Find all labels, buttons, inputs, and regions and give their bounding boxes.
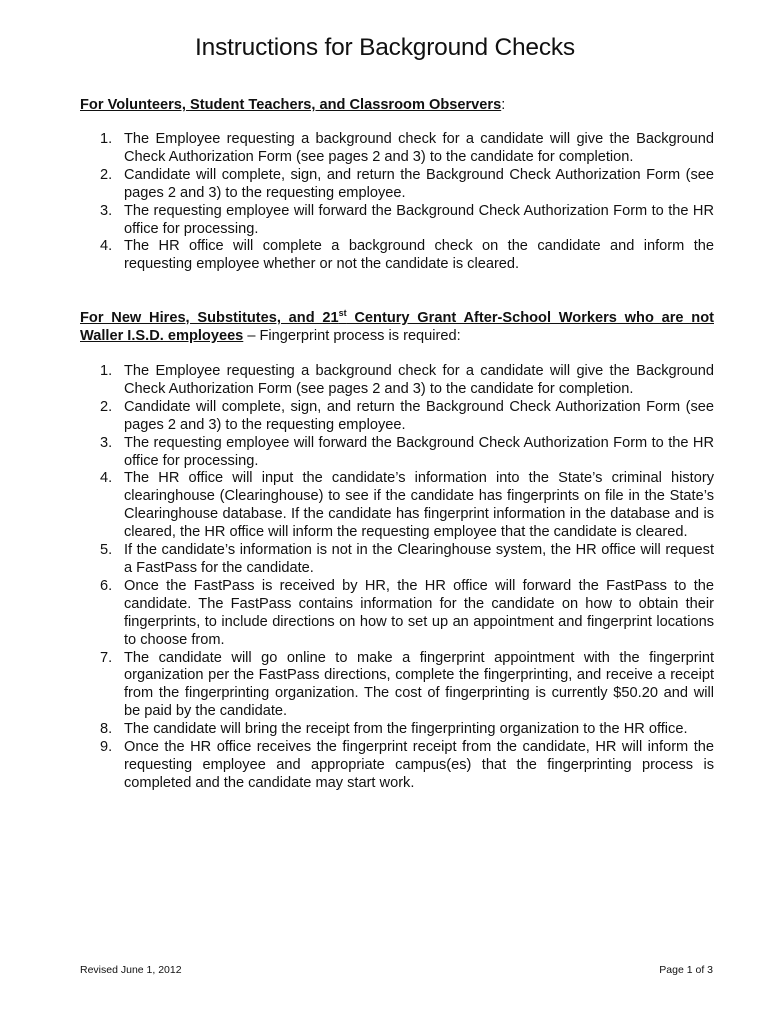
list-item-text: The HR office will input the candidate’s information into the State’s criminal history clearinghouse (Clearinghouse) to see if the candidate has fingerprints on file in the State’s Clearinghouse database. If the candidate has fingerprint information in the database and is cleared, the HR office will inform the requesting employee that the candidate is cleared. xyxy=(124,470,714,541)
footer-revised-date: Revised June 1, 2012 xyxy=(80,964,182,976)
section-volunteers xyxy=(80,96,714,114)
footer-page-number: Page 1 of 3 xyxy=(659,964,713,976)
page-title: Instructions for Background Checks xyxy=(195,34,575,61)
list-item-text: The requesting employee will forward the Background Check Authorization Form to the HR office for processing. xyxy=(124,202,714,237)
list-item-number: 4. xyxy=(100,470,113,487)
section-heading-text: For Volunteers, Student Teachers, and Classroom Observers xyxy=(80,97,502,113)
list-item-number: 1. xyxy=(100,131,113,147)
list-item-text: The Employee requesting a background check for a candidate will give the Background Check Authorization Form (see pages 2 and 3) to the candidate for completion. xyxy=(124,363,714,397)
list-item-number: 3. xyxy=(100,202,113,219)
list-item-text: The HR office will complete a background check on the candidate and inform the requesting employee whether or not the candidate is cleared. xyxy=(124,238,714,273)
list-item xyxy=(80,363,714,399)
list-item-number: 5. xyxy=(100,542,113,559)
list-item-text: Candidate will complete, sign, and return the Background Check Authorization Form (see pages 2 and 3) to the requesting employee. xyxy=(124,398,714,433)
list-item-number: 8. xyxy=(100,721,113,738)
list-item-number: 4. xyxy=(100,238,113,255)
list-item xyxy=(80,238,714,274)
heading-part-2: Century Grant After-School Workers who are not Waller I.S.D. employees xyxy=(80,310,714,344)
section-heading-new-hires xyxy=(80,309,714,345)
list-item xyxy=(80,470,714,542)
list-item xyxy=(80,578,714,650)
ordered-list xyxy=(80,363,714,793)
list-item-text: Candidate will complete, sign, and return the Background Check Authorization Form (see pages 2 and 3) to the requesting employee. xyxy=(124,166,714,201)
list-item xyxy=(80,435,714,471)
section-new-hires xyxy=(80,309,714,345)
list-item xyxy=(80,739,714,793)
list-item-number: 3. xyxy=(100,434,113,451)
list-item xyxy=(80,542,714,578)
list-item xyxy=(80,131,714,167)
list-item-number: 2. xyxy=(100,166,113,183)
section-heading-volunteers xyxy=(80,96,714,114)
list-item-number: 7. xyxy=(100,649,113,666)
section-heading-suffix: – Fingerprint process is required: xyxy=(243,328,461,344)
list-item-text: Once the HR office receives the fingerprint receipt from the candidate, HR will inform the requesting employee and appropriate campus(es) that the fingerprinting process is completed and the candidate may start work. xyxy=(124,739,714,791)
list-item-text: The Employee requesting a background check for a candidate will give the Background Check Authorization Form (see pages 2 and 3) to the candidate for completion. xyxy=(124,131,714,165)
list-item xyxy=(80,399,714,435)
list-item xyxy=(80,721,714,739)
list-item xyxy=(80,650,714,722)
list-item-number: 2. xyxy=(100,398,113,415)
heading-part-1: For New Hires, Substitutes, and 21 xyxy=(80,310,339,326)
list-item xyxy=(80,167,714,203)
list-item-number: 1. xyxy=(100,363,113,379)
list-item-text: The candidate will go online to make a fingerprint appointment with the fingerprint organization per the FastPass directions, complete the fingerprinting, and receive a receipt from the fingerprinting organization. The cost of fingerprinting is currently $50.20 and will be paid by the candidate. xyxy=(124,649,714,720)
ordered-list xyxy=(80,131,714,274)
list-item-number: 6. xyxy=(100,577,113,594)
list-item-text: The candidate will bring the receipt from the fingerprinting organization to the HR office. xyxy=(124,721,688,738)
steps-list-new-hires xyxy=(80,363,714,793)
list-item-text: Once the FastPass is received by HR, the HR office will forward the FastPass to the candidate. The FastPass contains information for the candidate on how to obtain their fingerprints, to include directions on how to set up an appointment and fingerprint locations to choose from. xyxy=(124,577,714,648)
list-item-number: 9. xyxy=(100,739,113,756)
list-item-text: The requesting employee will forward the Background Check Authorization Form to the HR office for processing. xyxy=(124,434,714,469)
list-item-text: If the candidate’s information is not in the Clearinghouse system, the HR office will request a FastPass for the candidate. xyxy=(124,542,714,576)
heading-superscript: st xyxy=(338,308,347,318)
section-heading-suffix: : xyxy=(501,97,506,113)
list-item xyxy=(80,203,714,239)
steps-list-volunteers xyxy=(80,131,714,274)
